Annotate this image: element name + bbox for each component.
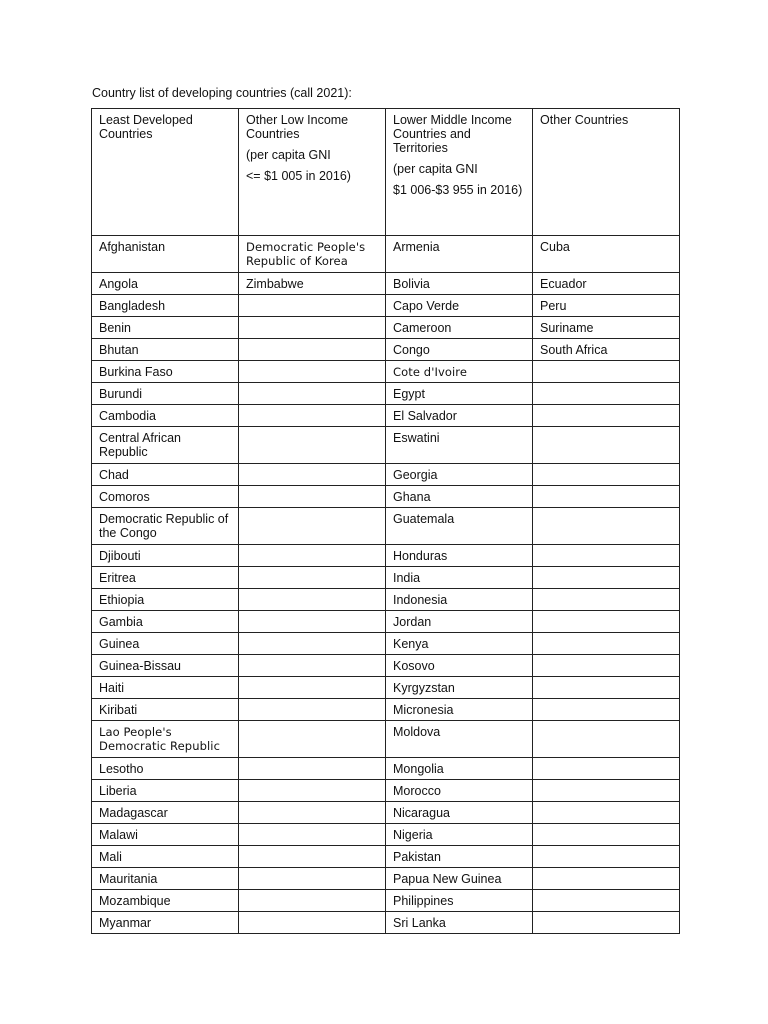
table-cell [239,846,386,868]
table-cell: Angola [92,273,239,295]
table-cell: Capo Verde [386,295,533,317]
table-cell: Cote d'Ivoire [386,361,533,383]
table-cell: Suriname [533,317,680,339]
table-cell [239,890,386,912]
table-cell [533,780,680,802]
table-row [92,611,680,633]
table-cell [239,567,386,589]
table-cell: Myanmar [92,912,239,934]
table-cell: Lao People's Democratic Republic [92,721,239,758]
table-cell: Eswatini [386,427,533,464]
table-cell: Zimbabwe [239,273,386,295]
table-cell [533,464,680,486]
table-row [92,383,680,405]
table-cell [239,361,386,383]
table-row [92,508,680,545]
table-cell [239,824,386,846]
table-cell [533,912,680,934]
table-cell: Democratic People's Republic of Korea [239,236,386,273]
table-cell: Sri Lanka [386,912,533,934]
table-cell [239,339,386,361]
table-cell [533,508,680,545]
table-cell: Micronesia [386,699,533,721]
country-table [91,108,680,934]
table-cell: Ghana [386,486,533,508]
table-row [92,405,680,427]
header-note: (per capita GNI [246,148,331,162]
header-lower-middle-income [386,109,533,236]
table-cell [533,677,680,699]
table-cell: Haiti [92,677,239,699]
table-cell: Mongolia [386,758,533,780]
table-cell [239,486,386,508]
table-cell: Cambodia [92,405,239,427]
table-row [92,802,680,824]
table-cell [239,427,386,464]
table-cell [533,824,680,846]
table-cell [533,486,680,508]
table-cell: Guinea [92,633,239,655]
table-cell [533,699,680,721]
table-cell: Djibouti [92,545,239,567]
table-cell: Ethiopia [92,589,239,611]
table-cell [239,545,386,567]
table-cell [239,868,386,890]
table-cell [533,427,680,464]
table-cell: Guinea-Bissau [92,655,239,677]
table-row [92,486,680,508]
table-cell [533,545,680,567]
table-row [92,868,680,890]
table-cell [239,721,386,758]
table-cell: Democratic Republic of the Congo [92,508,239,545]
header-title: Other Low Income Countries [246,113,349,141]
table-row [92,427,680,464]
table-cell: Cuba [533,236,680,273]
table-cell: Georgia [386,464,533,486]
table-cell [239,912,386,934]
table-cell: Pakistan [386,846,533,868]
table-cell: Gambia [92,611,239,633]
table-cell [239,589,386,611]
header-note: $1 006-$3 955 in 2016) [393,183,523,197]
table-cell: Congo [386,339,533,361]
table-cell: Moldova [386,721,533,758]
table-cell [533,721,680,758]
table-header-row [92,109,680,236]
table-row [92,589,680,611]
table-row [92,846,680,868]
table-cell: Guatemala [386,508,533,545]
table-row [92,545,680,567]
table-cell: Philippines [386,890,533,912]
table-cell [533,567,680,589]
table-cell: Benin [92,317,239,339]
table-cell [533,802,680,824]
table-cell [533,405,680,427]
table-cell: Nicaragua [386,802,533,824]
table-cell [239,317,386,339]
table-cell: Papua New Guinea [386,868,533,890]
table-row [92,824,680,846]
table-cell: Malawi [92,824,239,846]
table-cell: Comoros [92,486,239,508]
table-cell [533,361,680,383]
table-cell [533,655,680,677]
table-cell: Burkina Faso [92,361,239,383]
table-cell: Kenya [386,633,533,655]
table-cell: Honduras [386,545,533,567]
table-row [92,699,680,721]
table-cell [239,295,386,317]
table-cell [533,758,680,780]
table-cell: Jordan [386,611,533,633]
table-cell: Egypt [386,383,533,405]
table-row [92,273,680,295]
table-row [92,677,680,699]
table-cell: Peru [533,295,680,317]
table-cell [239,677,386,699]
table-cell [533,633,680,655]
table-cell [533,868,680,890]
table-cell: Afghanistan [92,236,239,273]
table-cell [239,405,386,427]
table-cell: Lesotho [92,758,239,780]
table-row [92,912,680,934]
table-row [92,780,680,802]
table-cell: Mali [92,846,239,868]
table-cell [239,758,386,780]
table-cell: South Africa [533,339,680,361]
table-row [92,890,680,912]
table-cell: Bangladesh [92,295,239,317]
table-cell: Mozambique [92,890,239,912]
table-row [92,236,680,273]
table-cell [239,508,386,545]
header-note: (per capita GNI [393,162,478,176]
table-cell [239,780,386,802]
table-cell [533,890,680,912]
table-cell: Bolivia [386,273,533,295]
header-least-developed: Least Developed Countries [92,109,239,236]
table-cell: Chad [92,464,239,486]
table-row [92,464,680,486]
table-cell: India [386,567,533,589]
table-cell: Armenia [386,236,533,273]
table-cell [239,802,386,824]
table-cell: Morocco [386,780,533,802]
table-cell [239,611,386,633]
table-cell: Indonesia [386,589,533,611]
table-row [92,295,680,317]
table-row [92,758,680,780]
table-cell: Kosovo [386,655,533,677]
table-row [92,655,680,677]
table-cell: Mauritania [92,868,239,890]
table-row [92,567,680,589]
table-cell: El Salvador [386,405,533,427]
table-cell [533,846,680,868]
table-cell [239,699,386,721]
table-cell: Eritrea [92,567,239,589]
table-cell: Central African Republic [92,427,239,464]
header-other-countries: Other Countries [533,109,680,236]
table-cell [533,589,680,611]
table-cell: Kiribati [92,699,239,721]
table-cell: Liberia [92,780,239,802]
table-cell: Nigeria [386,824,533,846]
table-row [92,633,680,655]
document-caption: Country list of developing countries (call 2021): [92,86,352,100]
table-cell: Bhutan [92,339,239,361]
table-row [92,361,680,383]
table-cell [239,655,386,677]
table-cell: Cameroon [386,317,533,339]
table-cell [533,383,680,405]
table-cell: Burundi [92,383,239,405]
table-cell [533,611,680,633]
table-row [92,317,680,339]
header-note: <= $1 005 in 2016) [246,169,351,183]
table-cell [239,633,386,655]
table-cell: Kyrgyzstan [386,677,533,699]
table-row [92,339,680,361]
table-cell: Ecuador [533,273,680,295]
table-row [92,721,680,758]
table-cell: Madagascar [92,802,239,824]
table-cell [239,464,386,486]
header-title: Lower Middle Income Countries and Territories [393,113,512,155]
table-cell [239,383,386,405]
header-other-low-income [239,109,386,236]
